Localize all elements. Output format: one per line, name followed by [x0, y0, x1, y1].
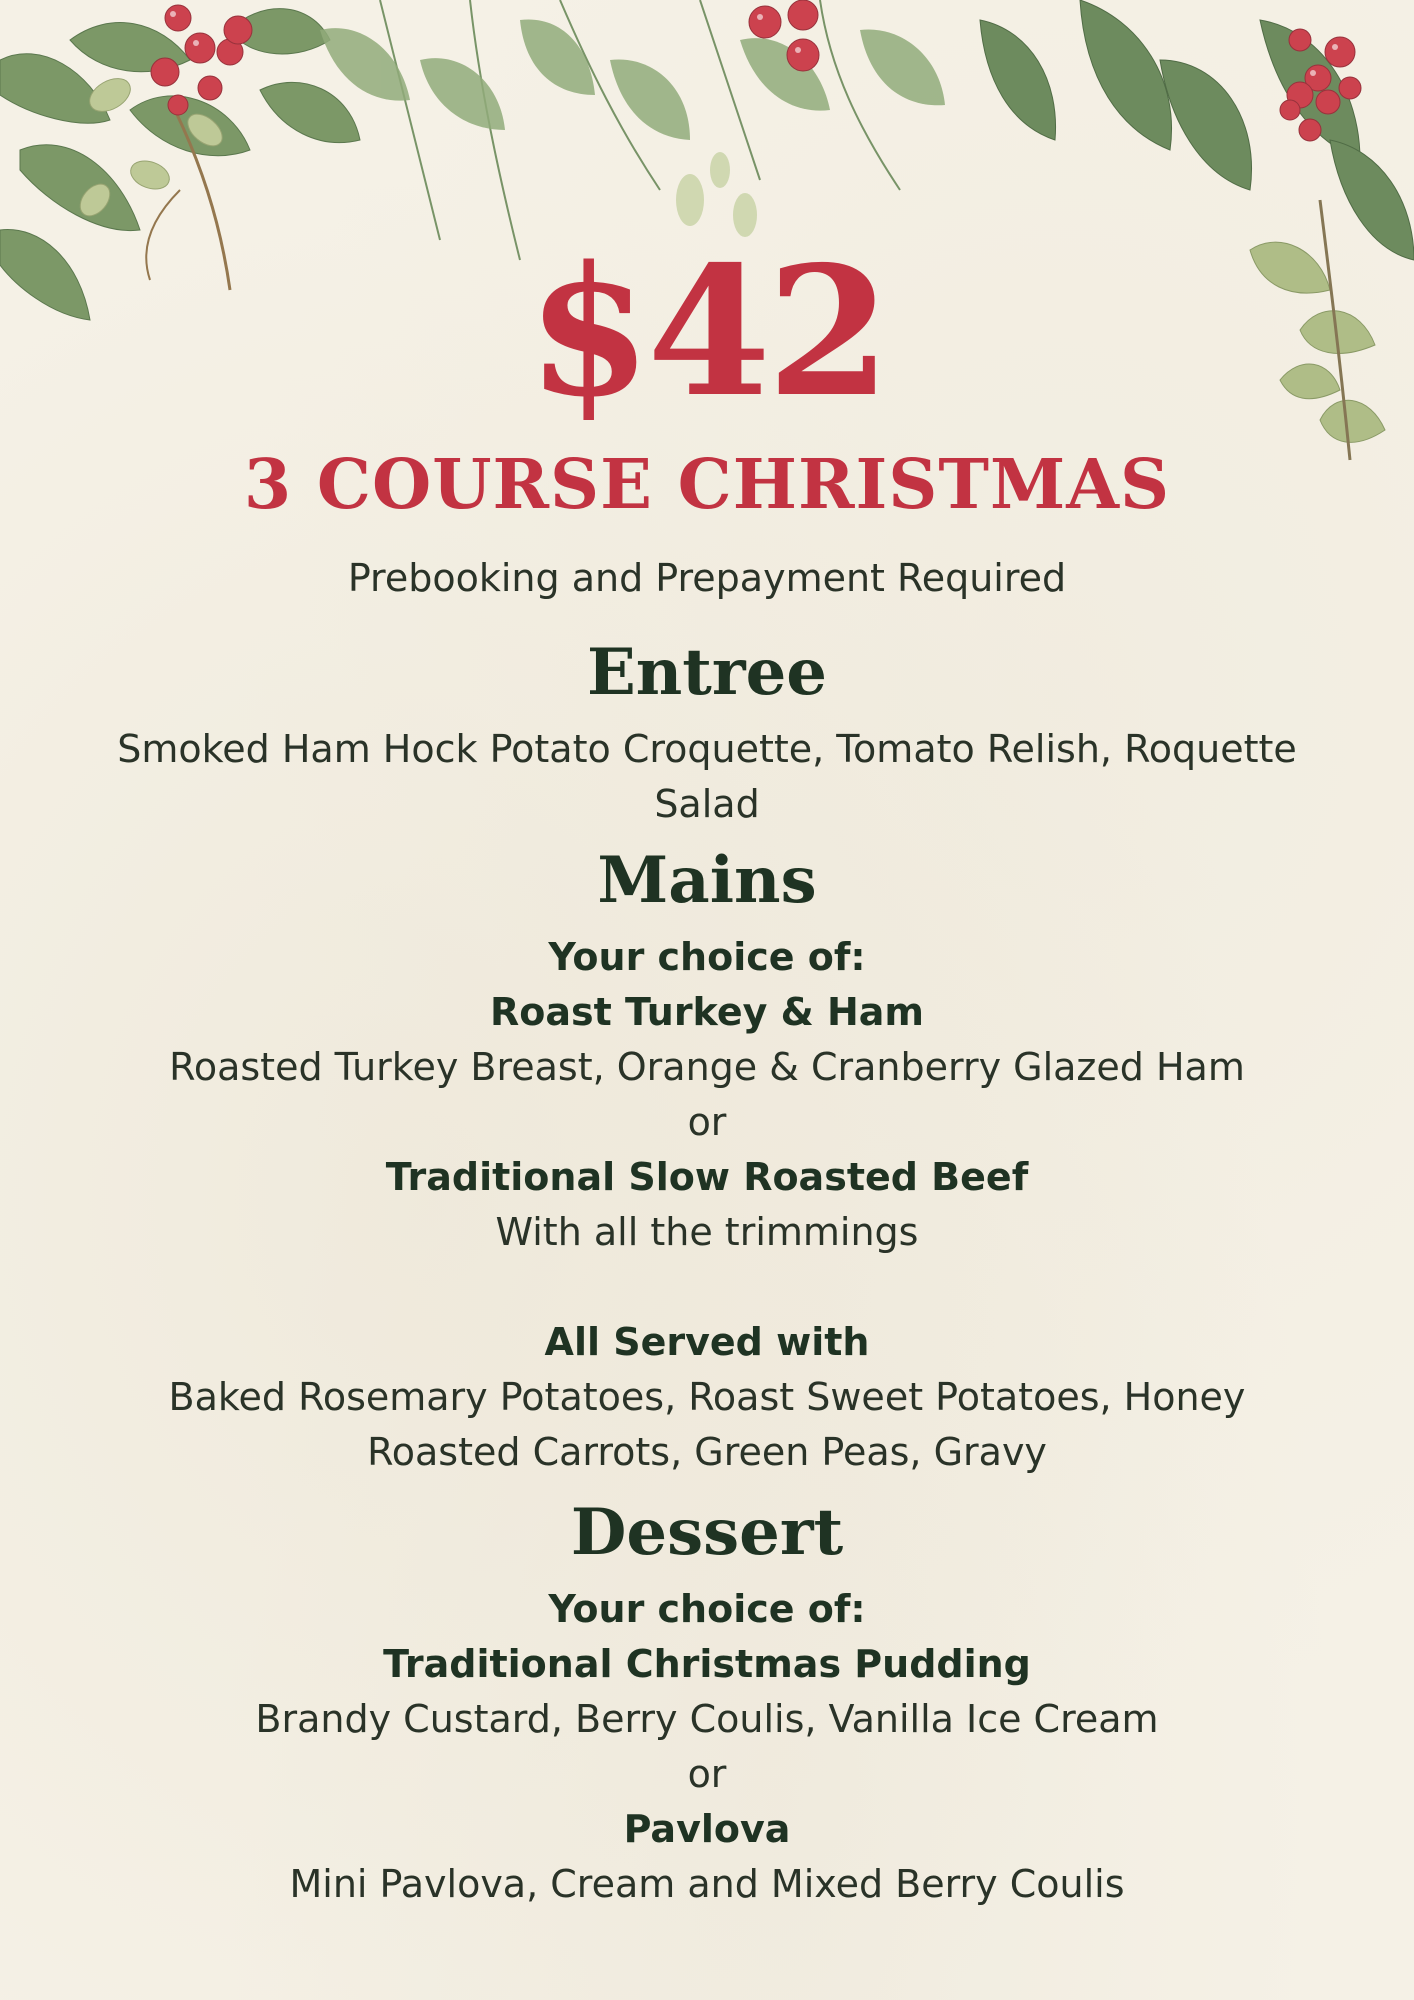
- mains-served-label: All Served with: [544, 1320, 870, 1364]
- dessert-option1-description: Brandy Custard, Berry Coulis, Vanilla Ice Cream: [255, 1697, 1159, 1741]
- dessert-choice-label: Your choice of:: [548, 1587, 866, 1631]
- mains-option2-name: Traditional Slow Roasted Beef: [385, 1155, 1029, 1199]
- booking-note: Prebooking and Prepayment Required: [347, 556, 1067, 600]
- dessert-or: or: [687, 1752, 727, 1796]
- mains-choice-label: Your choice of:: [548, 935, 866, 979]
- mains-served-description: Baked Rosemary Potatoes, Roast Sweet Potatoes, Honey Roasted Carrots, Green Peas, Gravy: [168, 1375, 1246, 1474]
- menu-headline: 3 COURSE CHRISTMAS: [243, 445, 1171, 525]
- entree-description: Smoked Ham Hock Potato Croquette, Tomato Relish, Roquette Salad: [117, 727, 1297, 826]
- section-title-dessert: Dessert: [570, 1495, 844, 1570]
- dessert-option2-name: Pavlova: [623, 1807, 791, 1851]
- mains-option1-name: Roast Turkey & Ham: [490, 990, 924, 1034]
- section-title-mains: Mains: [597, 843, 817, 918]
- mains-option1-description: Roasted Turkey Breast, Orange & Cranberry Glazed Ham: [169, 1045, 1245, 1089]
- dessert-option1-name: Traditional Christmas Pudding: [383, 1642, 1031, 1686]
- dessert-option2-description: Mini Pavlova, Cream and Mixed Berry Coulis: [289, 1862, 1125, 1906]
- mains-option2-description: With all the trimmings: [495, 1210, 919, 1254]
- mains-or: or: [687, 1100, 727, 1144]
- section-title-entree: Entree: [586, 635, 828, 710]
- price: $42: [527, 227, 887, 436]
